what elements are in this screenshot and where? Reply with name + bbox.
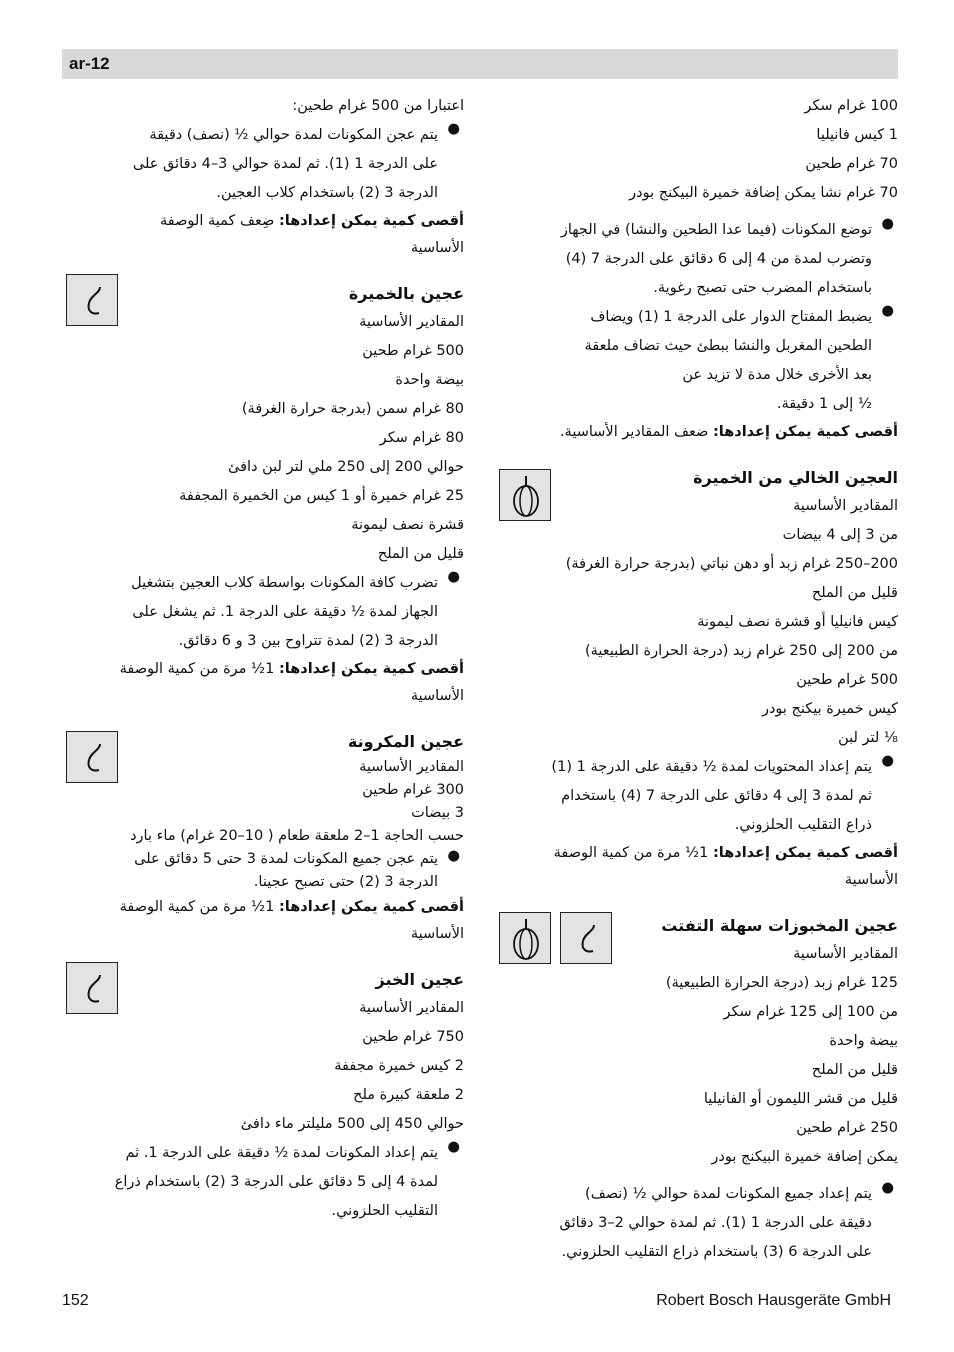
left-column [62, 92, 464, 1226]
bullet-dot: ● [881, 216, 894, 232]
ingredient-line: ⅛ لتر لبن [838, 730, 898, 746]
ingredient-line: 80 غرام سمن (بدرجة حرارة الغرفة) [241, 401, 464, 417]
ingredient-line: المقادير الأساسية [793, 498, 898, 514]
intro-line: اعتبارا من 500 غرام طحين: [292, 98, 464, 114]
ingredient-line: 80 غرام سكر [379, 430, 464, 446]
bullet-dot: ● [881, 753, 894, 769]
page-header-label: ar-12 [69, 54, 110, 73]
max-quantity-note: أقصى كمية يمكن إعدادها: 1½ مرة من كمية الوصفة [553, 845, 898, 861]
ingredient-line: حوالي 200 إلى 250 ملي لتر لبن دافئ [228, 459, 464, 475]
ingredient-line: 250 غرام طحين [796, 1120, 898, 1136]
section-title: العجين الخالي من الخميرة [693, 468, 898, 487]
whisk-icon [499, 469, 551, 521]
ingredient-line: قليل من الملح [811, 585, 898, 601]
ingredient-line: حوالي 450 إلى 500 مليلتر ماء دافئ [240, 1116, 464, 1132]
ingredient-line: كيس فانيليا أو قشرة نصف ليمونة [697, 614, 898, 630]
company-name: Robert Bosch Hausgeräte GmbH [656, 1292, 891, 1309]
ingredient-line: بيضة واحدة [829, 1033, 898, 1049]
ingredient-line: 3 بيضات [411, 805, 464, 821]
ingredient-line: كيس خميرة بيكنج بودر [761, 701, 898, 717]
section-title: عجين المخبوزات سهلة التفتت [661, 916, 898, 935]
right-column [498, 92, 898, 1267]
ingredient-line: 25 غرام خميرة أو 1 كيس من الخميرة المجففة [179, 488, 464, 504]
bullet-dot: ● [447, 848, 460, 864]
ingredient-line: يمكن إضافة خميرة البيكنج بودر [711, 1149, 898, 1165]
ingredient-line: قليل من قشر الليمون أو الفانيليا [703, 1091, 898, 1107]
dough-hook-icon [66, 731, 118, 783]
ingredient-line: 2 كيس خميرة مجففة [334, 1058, 464, 1074]
section-title: عجين الخبز [375, 970, 464, 989]
ingredient-line: 500 غرام طحين [362, 343, 464, 359]
ingredient-line: قليل من الملح [377, 546, 464, 562]
ingredient-line: 2 ملعقة كبيرة ملح [353, 1087, 464, 1103]
ingredient-line: 70 غرام طحين [805, 156, 898, 172]
bullet-dot: ● [881, 303, 894, 319]
ingredient-line: 500 غرام طحين [796, 672, 898, 688]
bullet-dot: ● [447, 569, 460, 585]
instruction-bullet: ● تضرب كافة المكونات بواسطة كلاب العجين بتشغيل الجهاز لمدة ½ دقيقة على الدرجة 1. ثم يشغل على الدرجة 3 (2) لمدة تتراوح بين 3 و 6 دقائق. [131, 569, 460, 649]
ingredient-line: من 100 إلى 125 غرام سكر [723, 1004, 898, 1020]
ingredient-line: من 200 إلى 250 غرام زبد (درجة الحرارة الطبيعية) [584, 643, 898, 659]
ingredient-line: 1 كيس فانيليا [816, 127, 898, 143]
dough-hook-icon [66, 274, 118, 326]
page-header-bar [62, 49, 898, 79]
bullet-dot: ● [447, 121, 460, 137]
bullet-dot: ● [881, 1180, 894, 1196]
ingredient-line: بيضة واحدة [395, 372, 464, 388]
ingredient-line: 125 غرام زبد (درجة الحرارة الطبيعية) [665, 975, 898, 991]
ingredient-line: 300 غرام طحين [362, 782, 464, 798]
ingredient-line: 750 غرام طحين [362, 1029, 464, 1045]
ingredient-line: 70 غرام نشا يمكن إضافة خميرة البيكنج بودر [629, 185, 898, 201]
page-number: 152 [62, 1292, 89, 1309]
ingredient-line: 200–250 غرام زبد أو دهن نباتي (بدرجة حرارة الغرفة) [565, 556, 898, 572]
ingredient-line: حسب الحاجة 1–2 ملعقة طعام ( 10–20 غرام) ماء بارد [130, 828, 464, 844]
ingredient-line: المقادير الأساسية [359, 314, 464, 330]
dough-hook-icon [560, 912, 612, 964]
instruction-bullet: ● يتم إعداد المكونات لمدة ½ دقيقة على الدرجة 1. ثم لمدة 4 إلى 5 دقائق على الدرجة 3 (2) باستخدام ذراع التقليب الحلزوني. [114, 1139, 460, 1219]
instruction-bullet: ● يتم إعداد جميع المكونات لمدة حوالي ½ (نصف) دقيقة على الدرجة 1 (1). ثم لمدة حوالي 2–3 دقائق على الدرجة 6 (3) باستخدام ذراع التقليب الحلزوني. [559, 1180, 894, 1260]
max-quantity-note: أقصى كمية يمكن إعدادها: 1½ مرة من كمية الوصفة [119, 661, 464, 677]
ingredient-line: قشرة نصف ليمونة [351, 517, 464, 533]
dough-hook-icon [66, 962, 118, 1014]
section-title: عجين المكرونة [347, 732, 464, 751]
max-quantity-note: أقصى كمية يمكن إعدادها: ضِعف كمية الوصفة [160, 213, 464, 229]
ingredient-line: 100 غرام سكر [804, 98, 898, 114]
section-title: عجين بالخميرة [348, 284, 464, 303]
instruction-bullet: ● يتم عجن جميع المكونات لمدة 3 حتى 5 دقائق على الدرجة 3 (2) حتى تصبح عجينا. [134, 848, 460, 890]
whisk-icon [499, 912, 551, 964]
max-quantity-tail: الأساسية [410, 688, 464, 704]
instruction-bullet: ● يضبط المفتاح الدوار على الدرجة 1 (1) ويضاف الطحين المغربل والنشا ببطئ حيث تضاف ملعقة بعد الأخرى خلال مدة لا تزيد عن ½ إلى 1 دقيقة. [584, 303, 894, 412]
ingredient-line: من 3 إلى 4 بيضات [782, 527, 898, 543]
bullet-dot: ● [447, 1139, 460, 1155]
max-quantity-tail: الأساسية [410, 240, 464, 256]
max-quantity-note: أقصى كمية يمكن إعدادها: ضعف المقادير الأساسية. [559, 424, 898, 440]
ingredient-line: المقادير الأساسية [359, 1000, 464, 1016]
max-quantity-tail: الأساسية [410, 926, 464, 942]
max-quantity-note: أقصى كمية يمكن إعدادها: 1½ مرة من كمية الوصفة [119, 899, 464, 915]
ingredient-line: المقادير الأساسية [359, 759, 464, 775]
instruction-bullet: ● يتم عجن المكونات لمدة حوالي ½ (نصف) دقيقة على الدرجة 1 (1). ثم لمدة حوالي 3–4 دقائق على الدرجة 3 (2) باستخدام كلاب العجين. [132, 121, 460, 201]
ingredient-line: قليل من الملح [811, 1062, 898, 1078]
instruction-bullet: ● يتم إعداد المحتويات لمدة ½ دقيقة على الدرجة 1 (1) ثم لمدة 3 إلى 4 دقائق على الدرجة 7 (4) باستخدام ذراع التقليب الحلزوني. [551, 753, 894, 833]
max-quantity-tail: الأساسية [844, 872, 898, 888]
ingredient-line: المقادير الأساسية [793, 946, 898, 962]
instruction-bullet: ● توضع المكونات (فيما عدا الطحين والنشا) في الجهاز وتضرب لمدة من 4 إلى 6 دقائق على الدرجة 7 (4) باستخدام المضرب حتى تصبح رغوية. [560, 216, 894, 296]
